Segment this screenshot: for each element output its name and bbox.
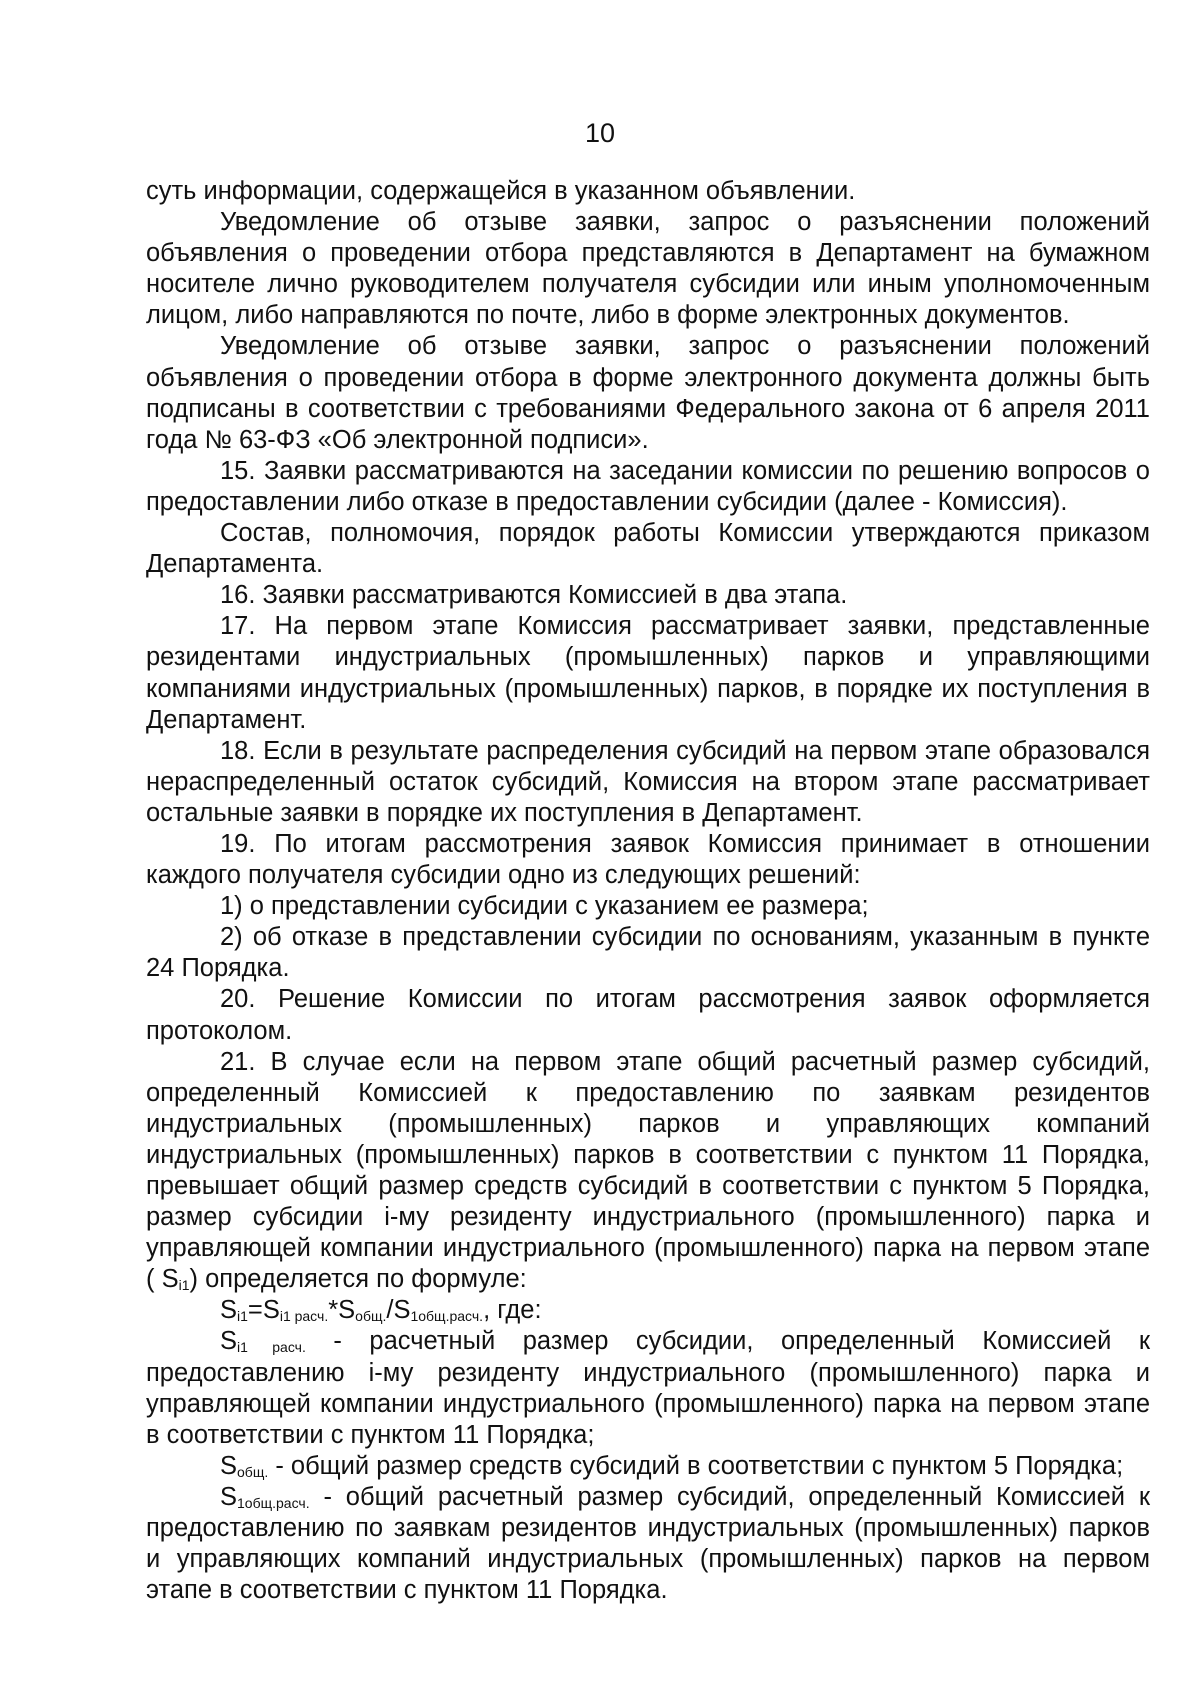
- definition-s-total-calc: [146, 1482, 1150, 1606]
- item-21-text: 21. В случае если на первом этапе общий расчетный размер субсидий, определенный Комиссией к предоставлению по заявкам резидентов индустриальных (промышленных) парков и управляющих компаний индустриальных (промышленных) парков в соответствии с пунктом 11 Порядка, превышает общий размер средств субсидий в соответствии с пунктом 5 Порядка, размер субсидии i-му резиденту индустриального (промышленного) парка и управляющей компании индустриального (промышленного) парка на первом этапе ( S: [146, 1047, 1150, 1294]
- definition-s-total: [146, 1451, 1150, 1482]
- definition-symbol: S: [220, 1327, 238, 1356]
- formula: [146, 1295, 1150, 1326]
- definition-subscript: 1общ.расч.: [237, 1494, 310, 1511]
- item-21-subscript: i1: [178, 1277, 190, 1294]
- definition-s-i1-calc: [146, 1326, 1150, 1450]
- paragraph-continuation: суть информации, содержащейся в указанном объявлении.: [146, 177, 856, 205]
- definition-text: - общий расчетный размер субсидий, определенный Комиссией к предоставлению по заявкам резидентов индустриальных (промышленных) парков и управляющих компаний индустриальных (промышленных) парков на первом этапе в соответствии с пунктом 11 Порядка.: [146, 1482, 1150, 1605]
- paragraph-item-15: 15. Заявки рассматриваются на заседании комиссии по решению вопросов о предоставлении либо отказе в предоставлении субсидии (далее - Комиссия).: [146, 456, 1150, 516]
- definition-subscript: i1 расч.: [237, 1339, 306, 1356]
- formula-tail: , где:: [483, 1296, 542, 1325]
- formula-sub-i1-calc: i1 расч.: [279, 1308, 329, 1325]
- definition-symbol: S: [220, 1451, 238, 1480]
- paragraph-notice-electronic: Уведомление об отзыве заявки, запрос о разъяснении положений объявления о проведении отбора в форме электронного документа должны быть подписаны в соответствии с требованиями Федерального закона от 6 апреля 2011 года № 63-ФЗ «Об электронной подписи».: [146, 332, 1150, 454]
- formula-mul: *S: [328, 1296, 356, 1325]
- formula-sub-i1: i1: [237, 1308, 248, 1325]
- paragraph-item-21: [146, 1047, 1150, 1296]
- definition-text: - общий размер средств субсидий в соответствии с пунктом 5 Порядка;: [268, 1451, 1124, 1480]
- paragraph-item-20: 20. Решение Комиссии по итогам рассмотрения заявок оформляется протоколом.: [146, 985, 1150, 1045]
- formula-eq: =S: [247, 1296, 280, 1325]
- item-21-tail: ) определяется по формуле:: [189, 1265, 527, 1294]
- paragraph-item-16: 16. Заявки рассматриваются Комиссией в два этапа.: [220, 581, 848, 610]
- paragraph-item-19: 19. По итогам рассмотрения заявок Комиссия принимает в отношении каждого получателя субсидии одно из следующих решений:: [146, 829, 1150, 890]
- page-number: 10: [584, 118, 616, 148]
- definition-subscript: общ.: [237, 1463, 269, 1480]
- definition-symbol: S: [220, 1482, 238, 1511]
- paragraph-decision-1: 1) о представлении субсидии с указанием ее размера;: [220, 892, 869, 921]
- formula-sub-total: общ.: [355, 1308, 387, 1325]
- document-body: [146, 176, 1150, 1606]
- paragraph-commission-composition: Состав, полномочия, порядок работы Комиссии утверждаются приказом Департамента.: [146, 519, 1150, 579]
- paragraph-decision-2: 2) об отказе в представлении субсидии по основаниям, указанным в пункте 24 Порядка.: [146, 923, 1150, 983]
- paragraph-item-18: 18. Если в результате распределения субсидий на первом этапе образовался нераспределенный остаток субсидий, Комиссия на втором этапе рассматривает остальные заявки в порядке их поступления в Департамент.: [146, 736, 1150, 827]
- formula-sub-total-calc: 1общ.расч.: [410, 1308, 484, 1325]
- paragraph-item-17: 17. На первом этапе Комиссия рассматривает заявки, представленные резидентами индустриальных (промышленных) парков и управляющими компаниями индустриальных (промышленных) парков, в порядке их поступления в Департамент.: [146, 612, 1150, 734]
- definition-text: - расчетный размер субсидии, определенный Комиссией к предоставлению i-му резиденту индустриального (промышленного) парка и управляющей компании индустриального (промышленного) парка на первом этапе в соответствии с пунктом 11 Порядка;: [146, 1327, 1151, 1449]
- formula-div: /S: [386, 1296, 411, 1325]
- paragraph-notice-paper: Уведомление об отзыве заявки, запрос о разъяснении положений объявления о проведении отбора представляются в Департамент на бумажном носителе лично руководителем получателя субсидии или иным уполномоченным лицом, либо направляются по почте, либо в форме электронных документов.: [146, 208, 1150, 330]
- formula-s: S: [220, 1296, 238, 1325]
